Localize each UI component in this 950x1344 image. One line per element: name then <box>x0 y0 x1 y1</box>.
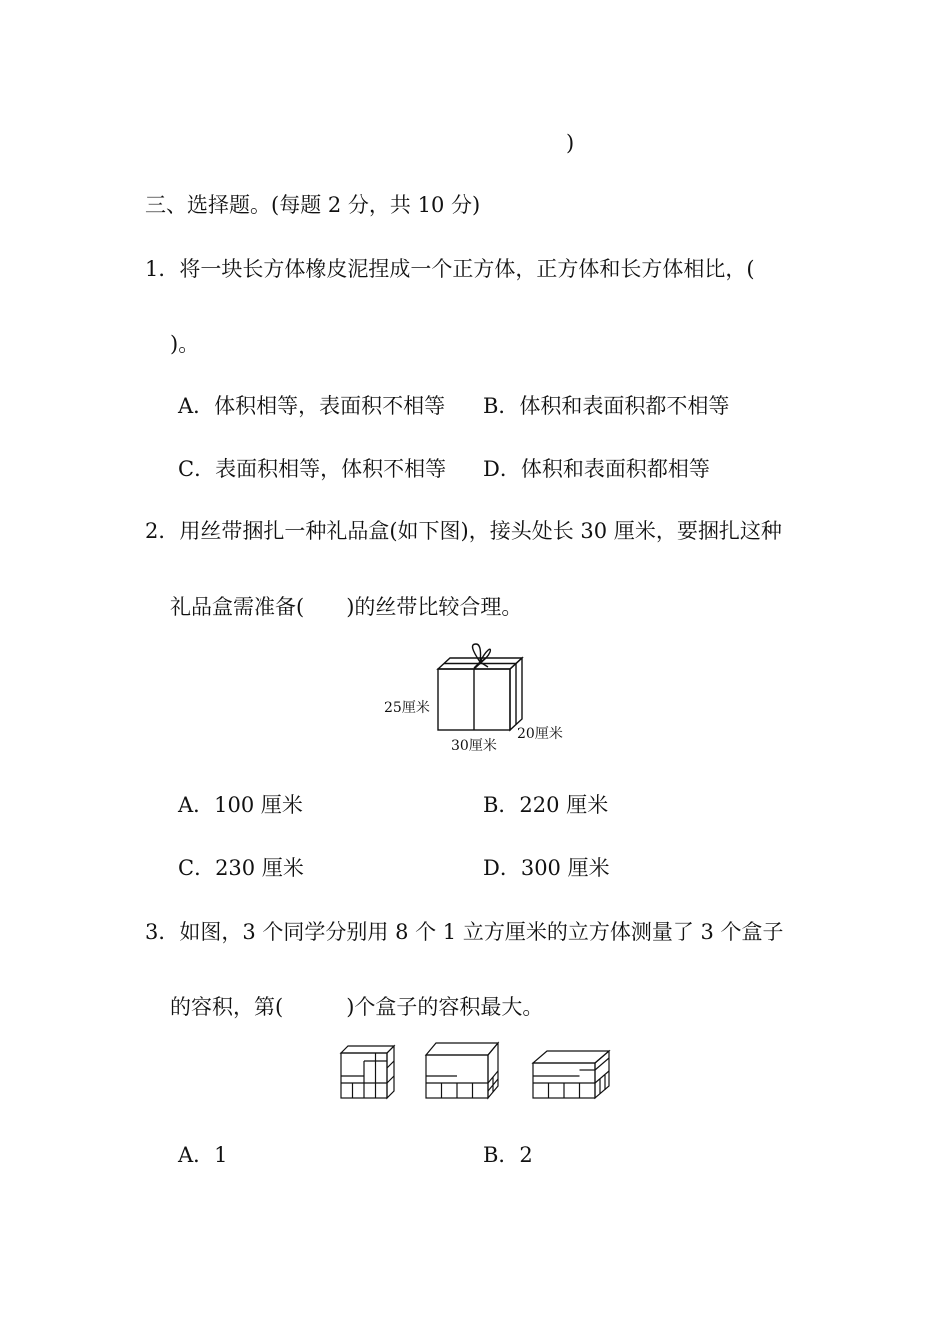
gift-box-drawing <box>380 638 580 758</box>
q2-option-b[interactable]: B．220 厘米 <box>483 793 609 817</box>
q1-option-b[interactable]: B．体积和表面积都不相等 <box>483 394 730 418</box>
box-1 <box>341 1046 394 1098</box>
q3-stem-line1: 3．如图，3 个同学分别用 8 个 1 立方厘米的立方体测量了 3 个盒子 <box>145 920 784 944</box>
q2-stem-line2: 礼品盒需准备( )的丝带比较合理。 <box>170 595 523 619</box>
q1-stem-line2: )。 <box>170 332 200 356</box>
box-width-label: 20厘米 <box>517 726 563 742</box>
q1-stem-line1: 1．将一块长方体橡皮泥捏成一个正方体，正方体和长方体相比，( <box>145 257 755 281</box>
three-boxes-drawing <box>335 1035 625 1105</box>
section-title: 三、选择题。(每题 2 分，共 10 分) <box>145 193 481 217</box>
q1-option-d[interactable]: D．体积和表面积都相等 <box>483 457 710 481</box>
three-boxes-figure <box>335 1035 625 1105</box>
bow-right-loop <box>480 649 490 662</box>
q2-stem-line1: 2．用丝带捆扎一种礼品盒(如下图)，接头处长 30 厘米，要捆扎这种 <box>145 519 782 543</box>
gift-box-figure <box>380 638 580 758</box>
box-3 <box>533 1051 609 1098</box>
q2-option-c[interactable]: C．230 厘米 <box>178 856 304 880</box>
box-2 <box>426 1043 498 1098</box>
q1-option-c[interactable]: C．表面积相等，体积不相等 <box>178 457 447 481</box>
box-height-label: 25厘米 <box>384 700 430 716</box>
q3-option-b[interactable]: B．2 <box>483 1143 533 1167</box>
q1-option-a[interactable]: A．体积相等，表面积不相等 <box>178 394 446 418</box>
top-paren: ) <box>566 131 575 155</box>
q2-option-d[interactable]: D．300 厘米 <box>483 856 610 880</box>
q3-stem-line2: 的容积，第( )个盒子的容积最大。 <box>170 995 544 1019</box>
q3-option-a[interactable]: A．1 <box>178 1143 228 1167</box>
q2-option-a[interactable]: A．100 厘米 <box>178 793 303 817</box>
box-length-label: 30厘米 <box>451 738 497 754</box>
bow-left-loop <box>473 644 481 662</box>
